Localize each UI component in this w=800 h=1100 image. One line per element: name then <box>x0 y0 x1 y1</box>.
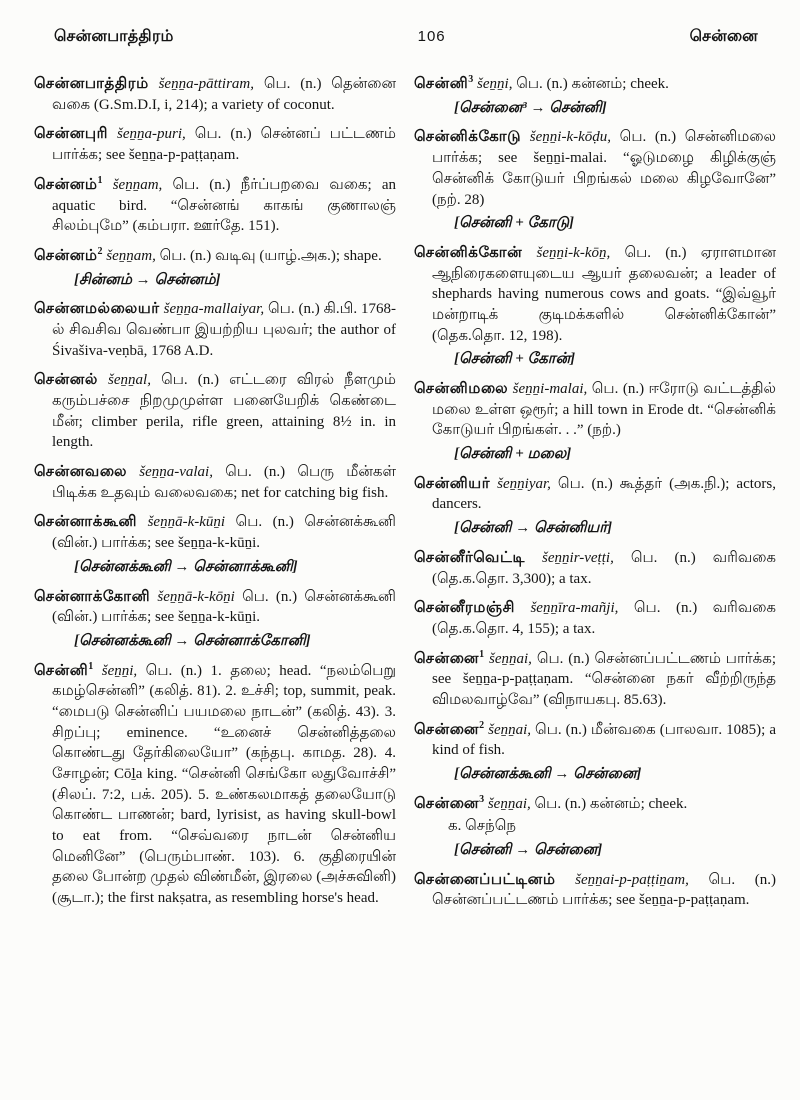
entry-headword: சென்னிக்கோடு <box>414 129 522 146</box>
entry-headword: சென்னை <box>414 721 480 738</box>
entry-transliteration: šeṉṉā-k-kūṉi <box>137 514 236 531</box>
dictionary-entry <box>34 587 396 652</box>
dictionary-entry <box>34 512 396 577</box>
entry-etymology: [சென்னி + கோடு] <box>454 215 574 232</box>
entry-text <box>414 74 776 95</box>
entry-transliteration: šeṉṉīra-mañji, <box>514 600 634 617</box>
entry-transliteration: šeṉṉai, <box>484 795 535 812</box>
entry-definition: பெ. (n.) கூத்தர் (அக.நி.); actors, dancers. <box>432 475 776 513</box>
entry-definition: பெ. (n.) வரிவகை (தெ.க.தொ. 3,300); a tax. <box>432 549 777 587</box>
dictionary-entry <box>34 124 396 165</box>
entry-headword: சென்னீரமஞ்சி <box>414 600 515 617</box>
entry-definition: பெ. (n.) சென்னப் பட்டணம் பார்க்க; see šeṉṉa-p-paṭṭaṇam. <box>52 126 396 164</box>
entry-definition: பெ. (n.) மீன்வகை (பாலவா. 1085); a kind of fish. <box>432 721 776 759</box>
entry-transliteration: šeṉṉai-p-paṭṭiṉam, <box>555 871 709 888</box>
entry-transliteration: šeṉṉai, <box>484 721 536 738</box>
entry-etymology: [சென்னி + மலை] <box>454 446 572 463</box>
entry-etymology: [சென்னக்கூனி → சென்னை] <box>454 766 642 783</box>
entry-transliteration: šeṉṉi, <box>473 76 517 93</box>
entry-etymology: [சென்னக்கூனி → சென்னாக்கோனி] <box>74 632 311 649</box>
entry-etymology: [சென்னி → சென்னியர்] <box>454 520 613 537</box>
entry-sense-number: 1 <box>479 648 485 660</box>
entry-text <box>34 587 396 628</box>
entry-transliteration: šeṉṉa-puri, <box>108 126 195 143</box>
entry-definition: பெ. (n.) கி.பி. 1768-ல் சிவசிவ வெண்பா இயற்றிய புலவர்; the author of Śivašiva-veṇbā, 1768 A.D. <box>52 301 396 359</box>
entry-text <box>414 548 776 589</box>
entry-text <box>414 243 776 346</box>
page-number: 106 <box>417 28 446 45</box>
entry-text <box>34 246 396 267</box>
running-head-left: சென்னபாத்திரம் <box>54 28 174 45</box>
dictionary-entry <box>34 246 396 290</box>
entry-headword: சென்னை <box>414 795 480 812</box>
entry-definition: பெ. (n.) தென்னை வகை (G.Sm.D.I, i, 214); a variety of coconut. <box>52 76 396 113</box>
dictionary-entry <box>34 299 396 361</box>
entry-etymology: [சின்னம் → சென்னம்] <box>74 271 221 288</box>
entry-transliteration: šeṉṉai, <box>484 650 537 667</box>
entry-headword: சென்னியர் <box>414 475 491 492</box>
dictionary-entry <box>414 74 776 118</box>
entry-definition: பெ. (n.) நீர்ப்பறவை வகை; an aquatic bird. “சென்னங் காகங் குணாலஞ் சிலம்புமே” (கம்பரா. ஊர்தே. 151). <box>52 176 397 235</box>
entry-headword: சென்னி <box>34 662 89 679</box>
entry-sense-number: 3 <box>468 74 474 86</box>
entry-headword: சென்னமல்லையர் <box>34 301 160 318</box>
entry-text <box>414 474 776 515</box>
entry-headword: சென்னம் <box>34 247 98 264</box>
entry-definition: பெ. (n.) கன்னம்; cheek. <box>534 795 688 812</box>
entry-text <box>34 175 396 237</box>
entry-definition: பெ. (n.) வடிவு (யாழ்.அக.); shape. <box>159 247 382 264</box>
dictionary-entry <box>34 661 396 909</box>
entry-definition: பெ. (n.) சென்னப்பட்டணம் பார்க்க; see šeṉṉa-p-paṭṭaṇam. <box>432 871 776 909</box>
running-head-right: சென்னை <box>689 28 758 45</box>
entry-definition: பெ. (n.) சென்னப்பட்டணம் பார்க்க; see šeṉṉa-p-paṭṭaṇam. “சென்னை நகர் வீற்றிருந்த விமலவாழ்வே” (விநாயகபு. 85.63). <box>432 650 776 708</box>
dictionary-entry <box>414 474 776 539</box>
entry-headword: சென்னைப்பட்டினம் <box>414 871 556 888</box>
entry-sense-number: 3 <box>479 793 485 805</box>
entry-headword: சென்னிமலை <box>414 381 509 398</box>
entry-headword: சென்னபாத்திரம் <box>34 76 149 93</box>
entry-definition: பெ. (n.) ஏராளமான ஆநிரைகளையுடைய ஆயர் தலைவன்; a leader of shephards having numerous cows and goats. “இவ்வூர் மன்றாடிக் குடிமக்களில் சென்னிக்கோன்” (தெக.தொ. 12, 198). <box>432 244 776 344</box>
entry-text <box>34 299 396 361</box>
dictionary-entry <box>414 548 776 589</box>
entry-definition: பெ. (n.) எட்டரை விரல் நீளமும் கரும்பச்சை நிறமுமுள்ள பனையேறிக் கெண்டை மீன்; climber perila, rifle green, attaining 8½ in. in length. <box>52 372 396 451</box>
dictionary-entry <box>414 127 776 233</box>
entry-sense-number: 1 <box>97 174 103 186</box>
entry-etymology: [சென்னை³ → சென்னி] <box>454 99 607 116</box>
entry-text <box>414 649 776 711</box>
entry-headword: சென்னி <box>414 76 469 93</box>
entry-etymology: [சென்னக்கூனி → சென்னாக்கூனி] <box>74 558 298 575</box>
entry-text <box>414 598 776 639</box>
entry-definition: பெ. (n.) ஈரோடு வட்டத்தில் மலை உள்ள ஒரூர்; a hill town in Erode dt. “சென்னிக் கோடுயர் பிறங்கள். . .” (நற்.) <box>432 381 776 439</box>
entry-transliteration: šeṉṉir-veṭṭi, <box>525 549 631 566</box>
dictionary-entry <box>414 379 776 465</box>
entry-headword: சென்னவலை <box>34 464 128 481</box>
dictionary-entry <box>34 74 396 115</box>
entry-etymology: [சென்னி + கோன்] <box>454 351 576 368</box>
dictionary-entry <box>414 243 776 370</box>
text-columns <box>34 74 776 920</box>
entry-headword: சென்னாக்கூனி <box>34 514 138 531</box>
entry-headword: சென்னாக்கோனி <box>34 588 151 605</box>
entry-headword: சென்னை <box>414 650 480 667</box>
entry-transliteration: šeṉṉa-pāttiram, <box>148 76 264 93</box>
entry-text <box>414 379 776 441</box>
dictionary-entry <box>414 649 776 711</box>
entry-transliteration: šeṉṉā-k-kōṉi <box>150 588 243 605</box>
entry-text <box>34 370 396 453</box>
entry-definition: பெ. (n.) 1. தலை; head. “நலம்பெறு கமழ்சென்னி” (கலித். 81). 2. உச்சி; top, summit, peak. “மைபடு சென்னிப் பயமலை நாடன்” (கலித். 43). 3. சிறப்பு; eminence. “உனைச் சென்னித்தலை கொண்டது தேர்கிலையோ” (கந்தபு. காமத. 28). 4. சோழன்; Cōḻa king. “சென்னி செங்கோ லதுவோச்சி” (சிலப். 7:2, பக். 205). 5. உண்கலமாகத் தலையோடு கொண்ட பாணன்; bard, lyrisist, as having skull-bowl to eat from. “செவ்வரை நாடன் சென்னிய மெனினே” (பெரும்பாண். 103). 6. குதிரையின் தலை போன்ற முதல் விண்மீன், இரலை (அச்சுவினி) (சூடா.); the first nakṣatra, as resembling horse's head. <box>52 662 396 907</box>
dictionary-entry <box>414 720 776 785</box>
entry-transliteration: šeṉṉa-mallaiyar, <box>159 301 268 318</box>
entry-transliteration: šeṉṉam, <box>102 247 160 264</box>
entry-transliteration: šeṉṉam, <box>102 176 173 193</box>
entry-text <box>414 794 776 815</box>
entry-text <box>34 512 396 553</box>
entry-sense-number: 2 <box>97 245 103 257</box>
entry-sense-number: 2 <box>479 719 485 731</box>
entry-headword: சென்னீர்வெட்டி <box>414 549 526 566</box>
entry-sense-number: 1 <box>88 660 94 672</box>
dictionary-entry <box>414 598 776 639</box>
entry-transliteration: šeṉṉal, <box>97 372 162 389</box>
dictionary-entry <box>414 794 776 861</box>
dictionary-entry <box>414 870 776 911</box>
entry-text <box>414 870 776 911</box>
entry-text <box>34 74 396 115</box>
entry-text <box>34 661 396 909</box>
entry-headword: சென்னம் <box>34 176 98 193</box>
entry-headword: சென்னபுரி <box>34 126 109 143</box>
entry-text <box>414 127 776 210</box>
entry-definition: பெ. (n.) வரிவகை (தெ.க.தொ. 4, 155); a tax. <box>432 600 776 637</box>
entry-headword: சென்னல் <box>34 372 98 389</box>
column-left <box>34 74 396 920</box>
column-right <box>414 74 776 920</box>
entry-definition: பெ. (n.) சென்னிமலை பார்க்க; see šeṉṉi-malai. “ஓடுமழை கிழிக்குஞ் சென்னிக் கோடுயர் பிறங்கல் மலை கிழவோனே” (நற். 28) <box>432 129 776 208</box>
entry-cognate-line: க. செந்நெ <box>448 818 516 835</box>
entry-transliteration: šeṉṉi-malai, <box>508 381 592 398</box>
running-header <box>34 26 776 48</box>
dictionary-entry <box>34 462 396 503</box>
entry-transliteration: šeṉṉi-k-kōṉ, <box>522 244 625 261</box>
dictionary-entry <box>34 175 396 237</box>
entry-definition: பெ. (n.) கன்னம்; cheek. <box>516 76 669 93</box>
entry-text <box>34 124 396 165</box>
entry-etymology: [சென்னி → சென்னை] <box>454 842 603 859</box>
entry-headword: சென்னிக்கோன் <box>414 244 523 261</box>
entry-transliteration: šeṉṉiyar, <box>490 475 558 492</box>
entry-transliteration: šeṉṉa-valai, <box>127 464 226 481</box>
entry-definition: பெ. (n.) பெரு மீன்கள் பிடிக்க உதவும் வலைவகை; net for catching big fish. <box>52 464 397 501</box>
entry-transliteration: šeṉṉi-k-kōḍu, <box>521 129 620 146</box>
entry-transliteration: šeṉṉi, <box>93 662 146 679</box>
entry-text <box>414 720 776 761</box>
dictionary-entry <box>34 370 396 453</box>
entry-definition: பெ. (n.) சென்னக்கூனி (வின்.) பார்க்க; see šeṉṉa-k-kūṉi. <box>52 514 397 552</box>
entry-definition: பெ. (n.) சென்னக்கூனி (வின்.) பார்க்க; see šeṉṉa-k-kūṉi. <box>52 588 396 626</box>
entry-text <box>34 462 396 503</box>
